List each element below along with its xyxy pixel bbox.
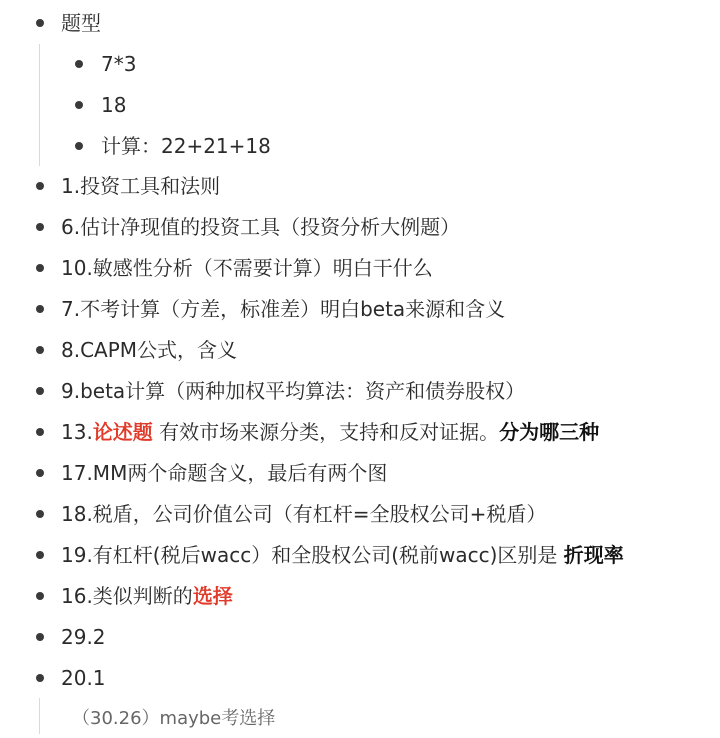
- list-item-text: [61, 420, 599, 444]
- bullet-icon: [36, 428, 44, 436]
- list-item-text: 7*3: [101, 52, 137, 76]
- bullet-icon: [36, 592, 44, 600]
- bullet-icon: [75, 60, 83, 68]
- list-item-text: 10.敏感性分析（不需要计算）明白干什么: [61, 256, 433, 280]
- bullet-icon: [36, 264, 44, 272]
- list-item-text: [61, 543, 624, 567]
- bullet-icon: [36, 223, 44, 231]
- list-item-text: [61, 584, 233, 608]
- bullet-icon: [36, 305, 44, 313]
- bullet-icon: [36, 674, 44, 682]
- bold-text: 分为哪三种: [499, 420, 600, 444]
- list-item-text: 计算：22+21+18: [101, 134, 271, 158]
- list-item-text: 7.不考计算（方差，标准差）明白beta来源和含义: [61, 297, 506, 321]
- bold-text: 折现率: [563, 543, 624, 567]
- bullet-icon: [36, 346, 44, 354]
- list-item-text: 6.估计净现值的投资工具（投资分析大例题）: [61, 215, 461, 239]
- indent-guide: [39, 44, 40, 166]
- list-item-text: 9.beta计算（两种加权平均算法：资产和债券股权）: [61, 379, 526, 403]
- item-number: 13.: [61, 420, 93, 444]
- highlight-text: 选择: [192, 584, 233, 608]
- bullet-icon: [36, 182, 44, 190]
- bullet-icon: [36, 469, 44, 477]
- list-item-text: 1.投资工具和法则: [61, 174, 221, 198]
- indent-guide: [39, 698, 40, 734]
- list-item-text: 29.2: [61, 625, 106, 649]
- bullet-icon: [36, 19, 44, 27]
- list-item-text: 17.MM两个命题含义，最后有两个图: [61, 461, 388, 485]
- bullet-icon: [36, 387, 44, 395]
- bullet-icon: [36, 633, 44, 641]
- bullet-icon: [75, 101, 83, 109]
- item-body: 有效市场来源分类，支持和反对证据。: [152, 420, 500, 444]
- list-item-text: 题型: [61, 11, 101, 35]
- note-text: （30.26）maybe考选择: [72, 708, 276, 729]
- list-item-text: 18: [101, 93, 127, 117]
- list-item-text: 18.税盾，公司价值公司（有杠杆=全股权公司+税盾）: [61, 502, 547, 526]
- list-item-text: 20.1: [61, 666, 106, 690]
- list-item-text: 8.CAPM公式，含义: [61, 338, 238, 362]
- item-body: 19.有杠杆(税后wacc）和全股权公司(税前wacc)区别是: [61, 543, 564, 567]
- item-body: 16.类似判断的: [61, 584, 193, 608]
- bullet-icon: [75, 142, 83, 150]
- bullet-icon: [36, 510, 44, 518]
- bullet-icon: [36, 551, 44, 559]
- highlight-text: 论述题: [92, 420, 153, 444]
